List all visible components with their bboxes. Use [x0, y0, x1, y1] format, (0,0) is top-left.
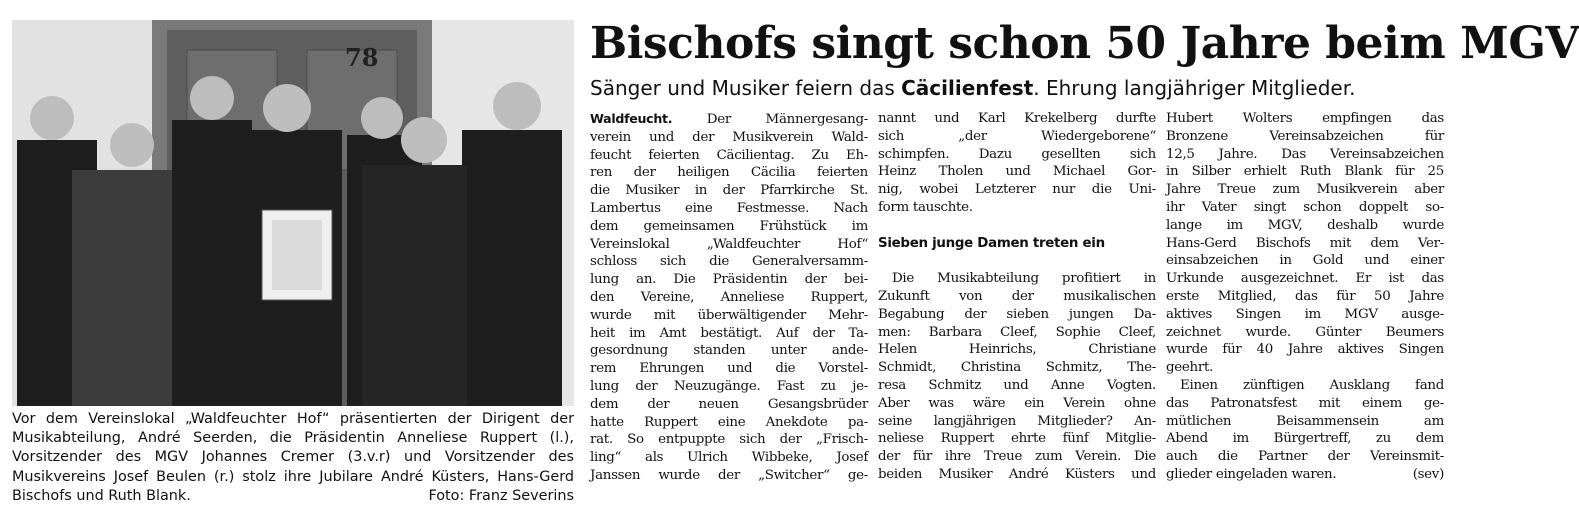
body-line: geehrt. [1166, 360, 1213, 376]
body-line: den Vereine, Anneliese Ruppert, [590, 289, 868, 305]
body-line: Abend im Bürgertreff, zu dem [1166, 431, 1444, 447]
article-headline: Bischofs singt schon 50 Jahre beim MGV [590, 18, 1579, 69]
subhead-text: . Ehrung langjähriger Mitglieder. [1033, 76, 1356, 100]
body-line: rat. So entpuppte sich der „Frisch- [590, 432, 868, 448]
body-line: schloss sich die Generalversamm- [590, 254, 868, 270]
body-line: gesordnung standen unter ande- [590, 343, 868, 359]
body-line: ling“ als Ulrich Wibbeke, Josef [590, 450, 868, 466]
body-line: wurde mit überwältigender Mehr- [590, 307, 868, 323]
body-line: die Musiker in der Pfarrkirche St. [590, 183, 868, 199]
dateline: Waldfeucht. [590, 111, 673, 126]
body-line: sich „der Wiedergeborene“ [878, 128, 1156, 144]
body-line: rem Ehrungen und die Vorstel- [590, 361, 868, 377]
body-line: form tauschte. [878, 199, 973, 215]
body-line: ren der heiligen Cäcilia feierten [590, 165, 868, 181]
caption-line: Musikvereins Josef Beulen (r.) stolz ihre Jubilare André Küsters, Hans-Gerd [12, 468, 574, 485]
body-line: seine langjährigen Mitglieder? An- [878, 413, 1156, 429]
body-line: dem der neuen Gesangsbrüder [590, 396, 868, 412]
body-line: Jahre Treue zum Musikverein aber [1166, 182, 1444, 198]
body-line: Helen Heinrichs, Christiane [878, 342, 1156, 358]
body-line: in Silber erhielt Ruth Blank für 25 [1166, 164, 1444, 180]
body-line: zeichnet wurde. Günter Beumers [1166, 324, 1444, 340]
body-line: nig, wobei Letzterer nur die Uni- [878, 182, 1156, 198]
body-line: der für ihre Treue zum Verein. Die [878, 449, 1156, 465]
body-last-row [1166, 466, 1444, 484]
body-line: erste Mitglied, das für 50 Jahre [1166, 288, 1444, 304]
body-line: aktives Singen im MGV ausge- [1166, 306, 1444, 322]
body-line: neliese Ruppert ehrte fünf Mitglie- [878, 431, 1156, 447]
caption-line: Vor dem Vereinslokal „Waldfeuchter Hof“ präsentierten der Dirigent der [12, 411, 574, 427]
body-line: Aber was wäre ein Verein ohne [878, 395, 1156, 411]
body-line: heit im Amt bestätigt. Auf der Ta- [590, 325, 868, 341]
subhead-keyword: Cäcilienfest [901, 76, 1034, 100]
body-line: 12,5 Jahre. Das Vereinsabzeichen [1166, 146, 1444, 162]
body-line: Begabung der sieben jungen Da- [878, 306, 1156, 322]
section-subtitle: Sieben junge Damen treten ein [878, 235, 1105, 251]
body-line: lung der Neuzugänge. Fast zu je- [590, 378, 868, 394]
body-line: lange im MGV, deshalb wurde [1166, 217, 1444, 233]
body-line: das Patronatsfest mit einem ge- [1166, 395, 1444, 411]
body-line: beiden Musiker André Küsters und [878, 466, 1156, 482]
body-line: Vereinslokal „Waldfeuchter Hof“ [590, 236, 868, 252]
house-number: 78 [345, 43, 379, 72]
body-line: feucht feierten Cäcilientag. Zu Eh- [590, 147, 868, 163]
body-line: dem gemeinsamen Frühstück im [590, 218, 868, 234]
body-line: Bronzene Vereinsabzeichen für [1166, 128, 1444, 144]
group-photo [12, 20, 574, 406]
caption-line: Vorsitzender des MGV Johannes Cremer (3.v.r) und Vorsitzender des [12, 449, 574, 466]
text-column-3 [1166, 110, 1444, 484]
article-subhead [590, 74, 1440, 102]
body-line: Hubert Wolters empfingen das [1166, 111, 1444, 126]
body-line: resa Schmitz und Anne Vogten. [878, 377, 1156, 393]
body-line: schimpfen. Dazu gesellten sich [878, 146, 1156, 162]
caption-line: Musikabteilung, André Seerden, die Präsidentin Anneliese Ruppert (l.), [12, 430, 574, 447]
body-line: glieder eingeladen waren. [1166, 466, 1337, 482]
body-line [590, 110, 868, 129]
body-line: verein und der Musikverein Wald- [590, 129, 868, 145]
body-text: Der Männergesang- [672, 112, 868, 127]
body-line: Hans-Gerd Bischofs mit dem Ver- [1166, 235, 1444, 251]
body-line: wurde für 40 Jahre aktives Singen [1166, 342, 1444, 358]
body-line: men: Barbara Cleef, Sophie Cleef, [878, 324, 1156, 340]
body-line: Die Musikabteilung profitiert in [892, 271, 1156, 287]
caption-line: Bischofs und Ruth Blank. [12, 487, 191, 504]
body-line: nannt und Karl Krekelberg durfte [878, 111, 1156, 126]
text-column-1 [590, 110, 868, 485]
body-line: Schmidt, Christina Schmitz, The- [878, 360, 1156, 376]
body-line: mütlichen Beisammensein am [1166, 413, 1444, 429]
text-column-2 [878, 110, 1156, 484]
body-line: Zukunft von der musikalischen [878, 288, 1156, 304]
body-line: Einen zünftigen Ausklang fand [1180, 377, 1444, 393]
body-line: Lambertus eine Festmesse. Nach [590, 200, 868, 216]
photo-credit: Foto: Franz Severins [428, 487, 574, 504]
body-line: Janssen wurde der „Switcher“ ge- [590, 467, 868, 483]
body-line: hatte Ruppert eine Anekdote pa- [590, 414, 868, 430]
body-line: lung an. Die Präsidentin der bei- [590, 272, 868, 288]
photo-caption [12, 410, 574, 506]
subhead-text: Sänger und Musiker feiern das [590, 76, 902, 100]
body-line: einsabzeichen in Gold und einer [1166, 253, 1444, 269]
body-line: auch die Partner der Vereinsmit- [1166, 449, 1444, 465]
body-line: ihr Vater singt schon doppelt so- [1166, 199, 1444, 215]
body-line: Heinz Tholen und Michael Gor- [878, 164, 1156, 180]
caption-last-row [12, 487, 574, 506]
author-tag: (sev) [1412, 466, 1444, 482]
body-line: Urkunde ausgezeichnet. Er ist das [1166, 271, 1444, 287]
